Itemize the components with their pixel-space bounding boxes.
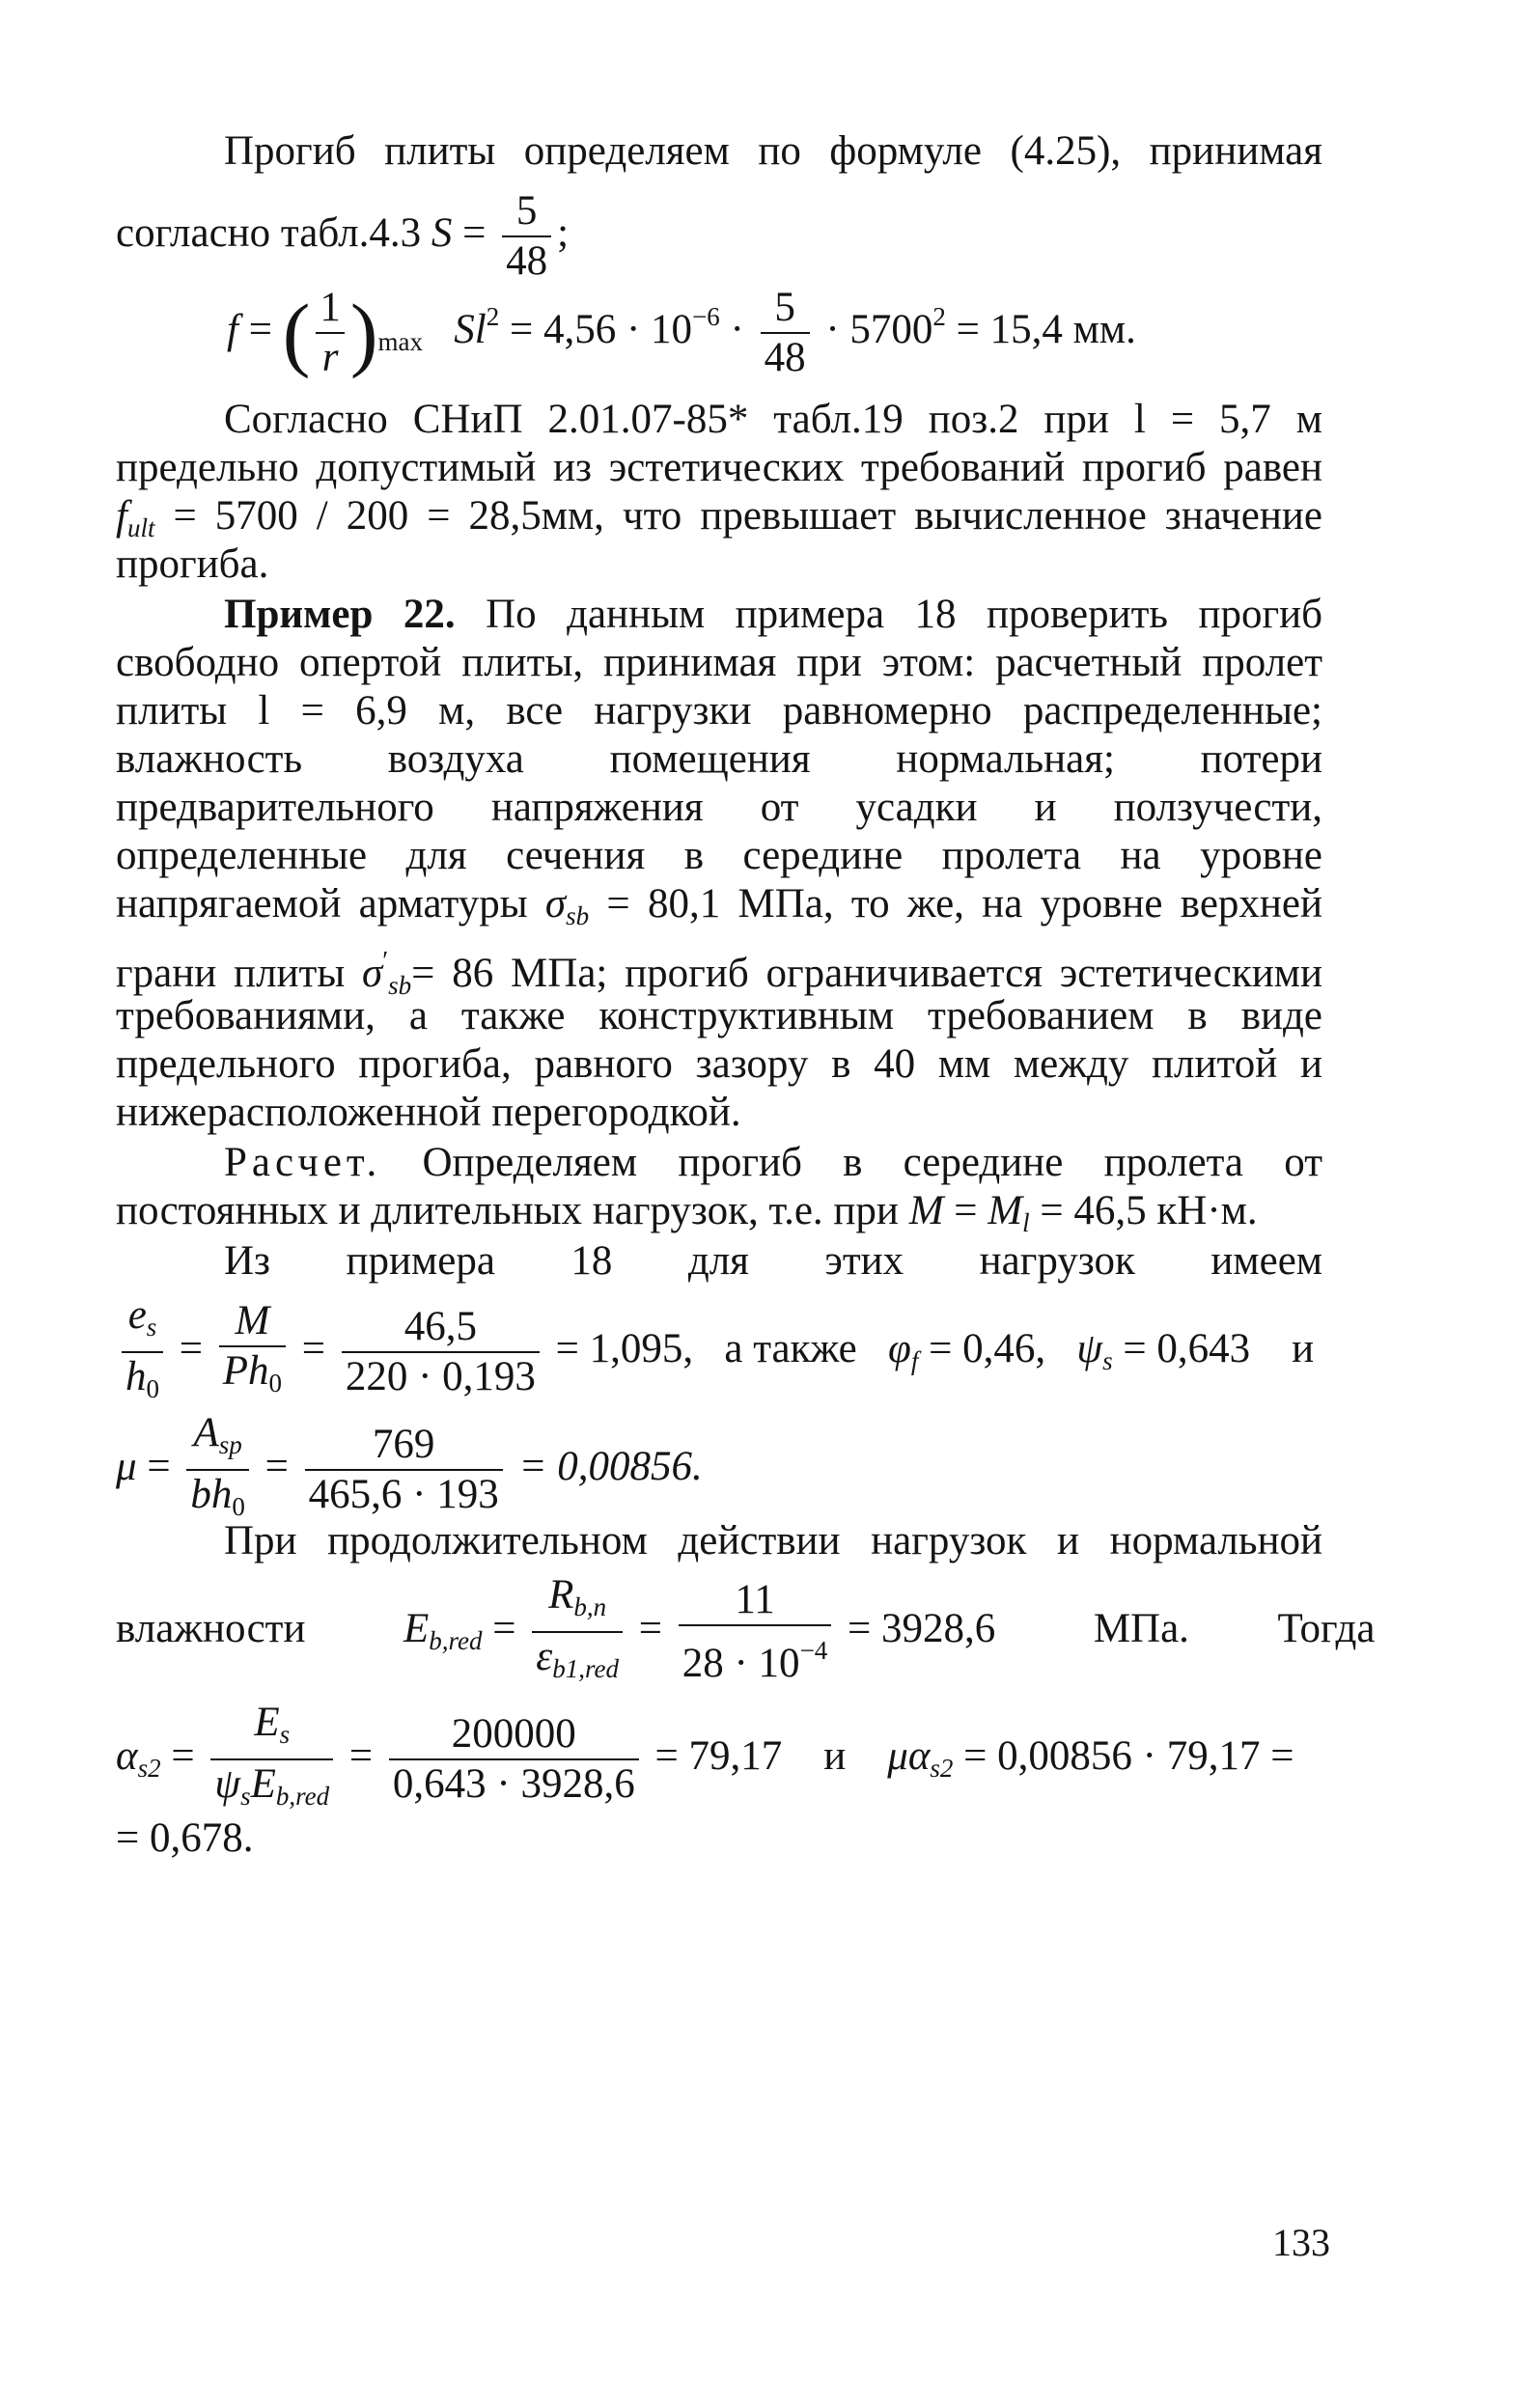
formula-eccentricity: $\frac{e_s}{h_0}$ = $\frac{M}{Ph_0}$ = $\frac{46,5}{220 \cdot 0,193}$ = 1,095, а также $\varphi_f = 0,46$, $\psi_s = 0,643$ и: [116, 1293, 1322, 1411]
text-line: $f_{ult} = 5700 / 200 = 28,5мм$, что превышает вычисленное значение: [116, 493, 1322, 542]
text-line: Расчет. Определяем прогиб в середине пролета от: [224, 1140, 1322, 1185]
formula-reinforcement-ratio: μ = $\frac{A_{sp}}{bh_0}$ = $\frac{769}{465,6 \cdot 193}$ = 0,00856.: [116, 1410, 703, 1521]
text-line: При продолжительном действии нагрузок и нормальной: [224, 1518, 1322, 1564]
text-line: влажность воздуха помещения нормальная; потери: [116, 736, 1322, 782]
text-line: определенные для сечения в середине пролета на уровне: [116, 833, 1322, 878]
text-line: предельного прогиба, равного зазору в 40 мм между плитой и: [116, 1041, 1322, 1087]
text-line: грани плиты $\sigma'_{sb}= 86$ МПа; прогиб ограничивается эстетическими: [116, 946, 1322, 1000]
formula-deflection: f = ( $\frac{1}{r}$ )$_{max}$ $Sl^2 = 4,56 \cdot 10^{-6}$ · $\frac{5}{48}$ · $5700^2 = 15,4$ мм.: [227, 285, 1136, 380]
fraction: $\frac{5}{48}$: [502, 189, 551, 284]
page-number: 133: [1272, 2221, 1330, 2264]
formula-alpha: $\alpha_{s2}$ = $\frac{E_s}{\psi_sE_{b,red}}$ = $\frac{200000}{0,643 \cdot 3928,6}$ = 79,17 и $\mu\alpha_{s2} = 0,00856 \cdot 79,17$ =: [116, 1700, 1294, 1811]
text-line: напрягаемой арматуры $\sigma_{sb} = 80,1$ МПа, то же, на уровне верхней: [116, 881, 1323, 930]
example-heading: Пример 22.: [224, 592, 456, 637]
text-line: требованиями, а также конструктивным требованием в виде: [116, 993, 1322, 1038]
text-line: согласно табл.4.3 S = $\frac{5}{48}$ ;: [116, 188, 570, 284]
text-line: плиты l = 6,9 м, все нагрузки равномерно распределенные;: [116, 688, 1322, 733]
text-line: Прогиб плиты определяем по формуле (4.25), принимая: [224, 128, 1322, 174]
text-line: прогиба.: [116, 541, 269, 587]
text-line: свободно опертой плиты, принимая при этом: расчетный пролет: [116, 640, 1322, 685]
text-line: Согласно СНиП 2.01.07-85* табл.19 поз.2 при l = 5,7 м: [224, 397, 1322, 442]
text-line: = 0,678.: [116, 1815, 254, 1861]
text-line: предельно допустимый из эстетических требований прогиб равен: [116, 445, 1322, 490]
formula-modulus: влажности $E_{b,red}$ = $\frac{R_{b,n}}{\varepsilon_{b1,red}}$ = $\frac{11}{28 \cdot 10^{-4}}$ = 3928,6 МПа. Тогда: [116, 1572, 1376, 1686]
text-line: Пример 22. По данным примера 18 проверить прогиб: [224, 592, 1322, 637]
text-line: Из примера 18 для этих нагрузок имеем: [224, 1238, 1322, 1284]
text-line: постоянных и длительных нагрузок, т.е. при $M = M_l = 46,5$ кН·м.: [116, 1188, 1258, 1237]
text-line: нижерасположенной перегородкой.: [116, 1090, 741, 1135]
text-line: предварительного напряжения от усадки и ползучести,: [116, 785, 1322, 830]
